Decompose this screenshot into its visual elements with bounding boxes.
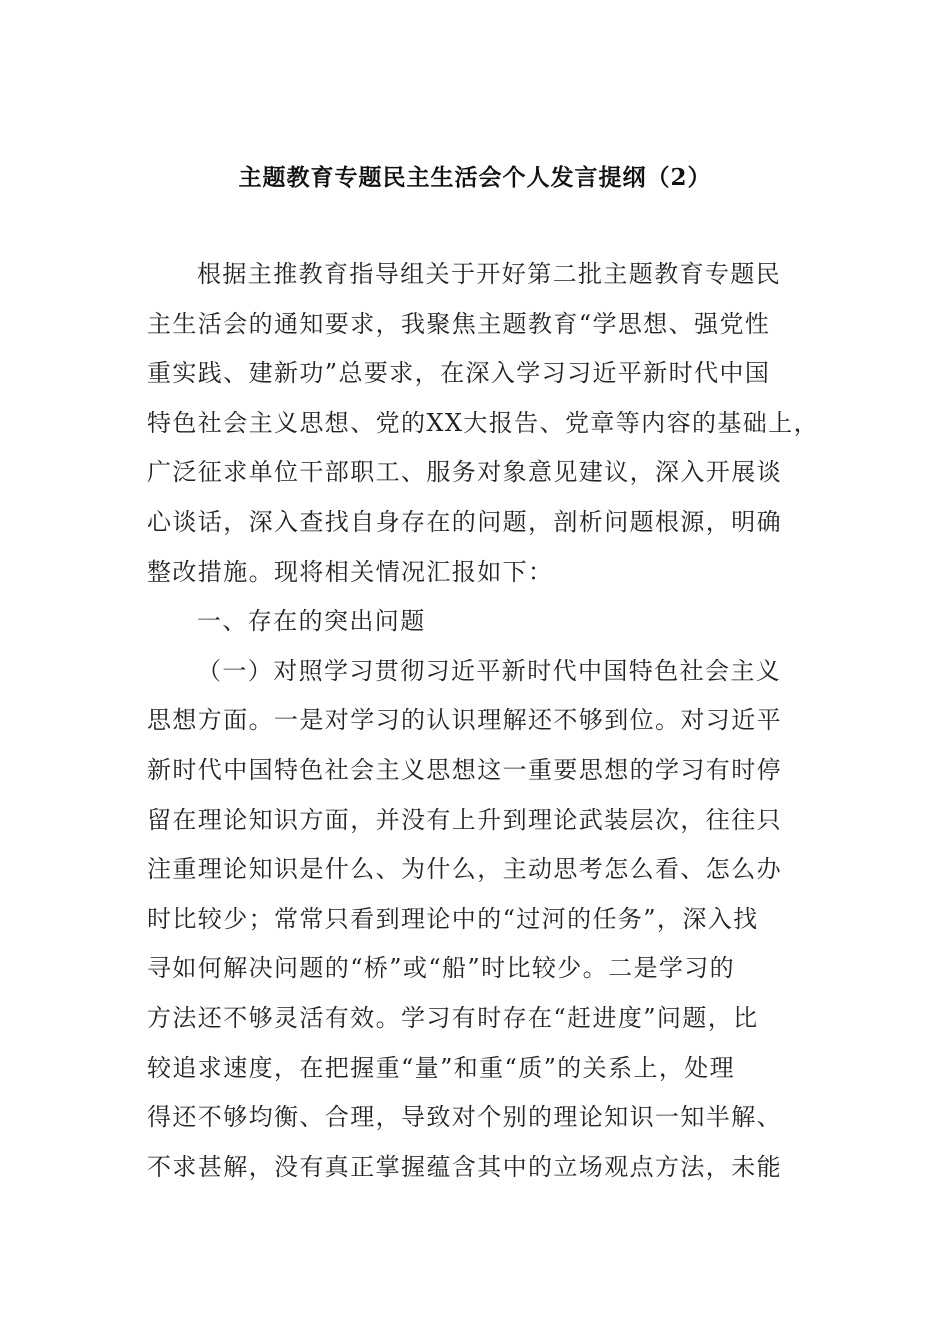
paragraph-line: 整改措施。现将相关情况汇报如下： xyxy=(147,557,554,586)
paragraph-line: 广泛征求单位干部职工、服务对象意见建议，深入开展谈 xyxy=(147,458,782,487)
paragraph-line: （一）对照学习贯彻习近平新时代中国特色社会主义 xyxy=(197,656,782,685)
document-body xyxy=(147,250,817,1192)
paragraph-line: 寻如何解决问题的“桥”或“船”时比较少。二是学习的 xyxy=(147,954,736,983)
paragraph-line: 特色社会主义思想、党的XX大报告、党章等内容的基础上， xyxy=(147,408,819,437)
paragraph-line: 主生活会的通知要求，我聚焦主题教育“学思想、强党性 xyxy=(147,309,771,338)
paragraph-line: 不求甚解，没有真正掌握蕴含其中的立场观点方法，未能 xyxy=(147,1152,782,1181)
paragraph-line: 时比较少；常常只看到理论中的“过河的任务”，深入找 xyxy=(147,904,759,933)
paragraph-line: 方法还不够灵活有效。学习有时存在“赶进度”问题，比 xyxy=(147,1003,759,1032)
document-title: 主题教育专题民主生活会个人发言提纲（2） xyxy=(238,164,712,191)
paragraph-line: 留在理论知识方面，并没有上升到理论武装层次，往往只 xyxy=(147,805,782,834)
paragraph-line: 思想方面。一是对学习的认识理解还不够到位。对习近平 xyxy=(147,706,782,735)
paragraph-line: 根据主推教育指导组关于开好第二批主题教育专题民 xyxy=(197,260,782,288)
paragraph-line: 重实践、建新功”总要求，在深入学习习近平新时代中国 xyxy=(147,359,771,388)
paragraph-line: 得还不够均衡、合理，导致对个别的理论知识一知半解、 xyxy=(147,1103,782,1132)
section-heading: 一、存在的突出问题 xyxy=(197,607,426,636)
paragraph-line: 较追求速度，在把握重“量”和重“质”的关系上，处理 xyxy=(147,1053,736,1082)
paragraph-line: 注重理论知识是什么、为什么，主动思考怎么看、怎么办 xyxy=(147,855,782,884)
paragraph-line: 新时代中国特色社会主义思想这一重要思想的学习有时停 xyxy=(147,755,782,784)
paragraph-line: 心谈话，深入查找自身存在的问题，剖析问题根源，明确 xyxy=(147,507,782,536)
